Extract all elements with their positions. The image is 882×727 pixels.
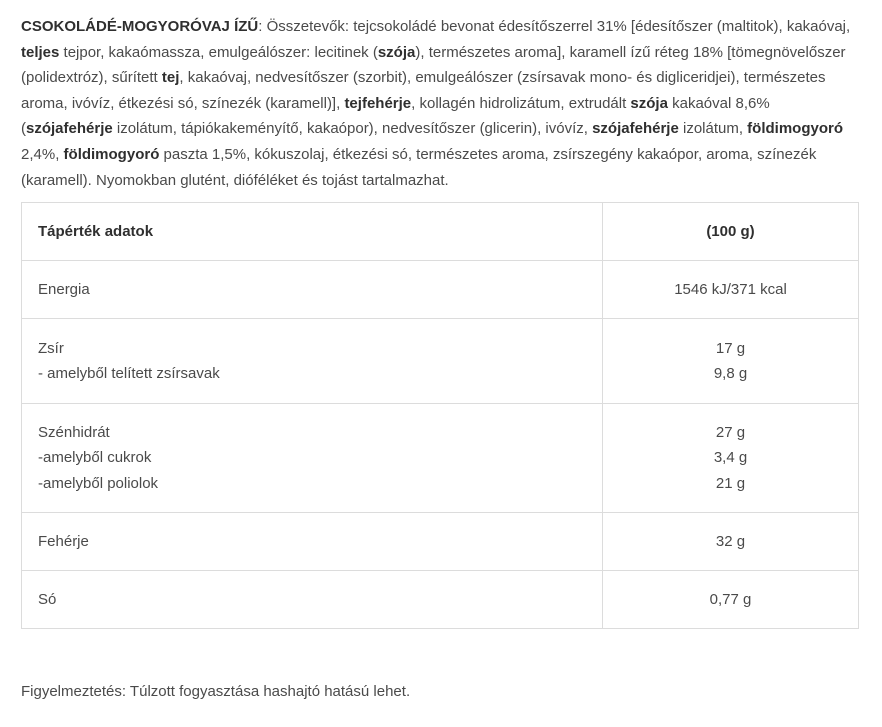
row-value: 9,8 g [713,365,748,383]
ingredients-text [21,14,853,193]
row-value-cell [603,319,859,404]
ingredient-bold-segment: CSOKOLÁDÉ-MOGYORÓVAJ ÍZŰ [21,18,259,35]
ingredient-bold-segment: szójafehérje [592,120,679,138]
ingredient-segment: izolátum, [678,120,748,138]
ingredient-segment: : Összetevők: tejcsokoládé bevonat édesítőszerrel 31% [édesítőszer (maltitok), kakaóvaj, [258,18,851,35]
row-label: -amelyből cukrok [38,449,152,467]
table-row [22,571,859,629]
table-row [22,261,859,319]
table-row [22,513,859,571]
row-label-cell [22,261,603,319]
ingredient-bold-segment: földimogyoró [747,120,843,138]
row-value-cell [603,571,859,629]
ingredient-segment: tejpor, kakaómassza, emulgeálószer: lecitinek ( [59,43,378,61]
row-value: 17 g [715,339,746,357]
ingredient-bold-segment: szójafehérje [26,120,113,138]
ingredient-segment: , kakaóvaj, nedvesítőszer (szorbit), emulgeálószer (zsírsavak mono- és digliceridjei), természetes aroma, ivóvíz, étkezési só, színezék (karamell)], [21,69,826,112]
table-row [22,319,859,404]
row-value-cell [603,261,859,319]
header-value: (100 g) [603,203,859,261]
row-label: Só [38,590,57,608]
row-value: 21 g [715,474,746,492]
row-label: - amelyből telített zsírsavak [38,365,220,383]
row-value-cell [603,404,859,513]
row-value-cell [603,513,859,571]
row-label: Fehérje [38,532,89,550]
ingredient-segment: kakaóval 8,6% ( [21,94,770,138]
row-label: Energia [38,280,90,298]
ingredient-bold-segment: szója [630,94,668,112]
row-label: -amelyből poliolok [38,474,159,492]
table-row [22,404,859,513]
row-value: 32 g [715,532,746,550]
ingredient-segment: izolátum, tápiókakeményítő, kakaópor), nedvesítőszer (glicerin), ivóvíz, [112,120,593,138]
row-value: 3,4 g [713,449,748,467]
nutrition-table [21,202,859,629]
nutrition-table-header [22,203,859,261]
row-label: Szénhidrát [38,423,110,441]
ingredient-bold-segment: szója [377,43,416,61]
warning-text: Figyelmeztetés: Túlzott fogyasztása hashajtó hatású lehet. [21,683,411,701]
row-label-cell [22,404,603,513]
ingredient-bold-segment: tej [161,69,180,87]
ingredient-segment: 2,4%, [21,145,64,163]
row-value: 0,77 g [709,590,752,608]
header-label: Tápérték adatok [22,203,603,261]
row-value: 1546 kJ/371 kcal [674,280,787,298]
ingredient-segment: ), természetes aroma], karamell ízű réteg 18% [tömegnövelőszer (polidextróz), sűrített [21,43,846,87]
ingredient-bold-segment: tejfehérje [344,94,412,112]
row-label-cell [22,513,603,571]
ingredient-segment: , kollagén hidrolizátum, extrudált [411,94,631,112]
ingredient-bold-segment: földimogyoró [63,145,160,163]
ingredient-segment: paszta 1,5%, kókuszolaj, étkezési só, természetes aroma, zsírszegény kakaópor, aroma, színezék (karamell). Nyomokban glutént, dióféléket és tojást tartalmazhat. [21,145,817,189]
row-label: Zsír [38,339,64,357]
ingredient-bold-segment: teljes [21,43,60,61]
row-value: 27 g [715,423,746,441]
row-label-cell [22,319,603,404]
row-label-cell [22,571,603,629]
